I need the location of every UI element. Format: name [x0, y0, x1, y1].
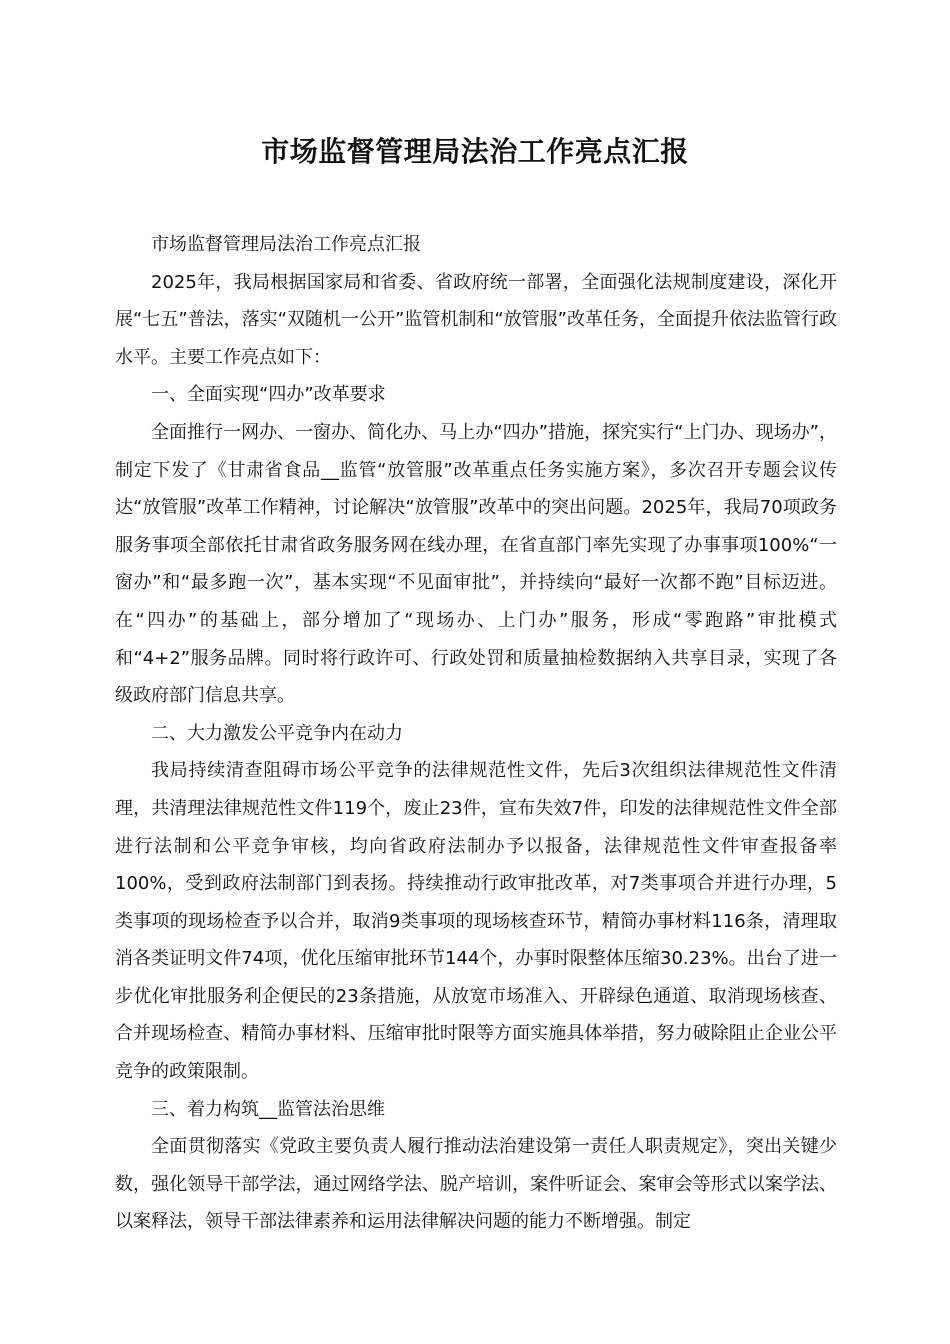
document-title: 市场监督管理局法治工作亮点汇报 — [261, 135, 689, 168]
document-body — [115, 226, 837, 1241]
section-heading-2: 二、大力激发公平竞争内在动力 — [151, 722, 403, 744]
paragraph-section-1: 全面推行一网办、一窗办、简化办、马上办“四办”措施，探究实行“上门办、现场办”，制定下发了《甘肃省食品__监管“放管服”改革重点任务实施方案》，多次召开专题会议传达“放管服”改革工作精神，讨论解决“放管服”改革中的突出问题。2025年，我局70项政务服务事项全部依托甘肃省政务服务网在线办理，在省直部门率先实现了办事事项100%“一窗办”和“最多跑一次”，基本实现“不见面审批”，并持续向“最好一次都不跑”目标迈进。在“四办”的基础上，部分增加了“现场办、上门办”服务，形成“零跑路”审批模式和“4+2”服务品牌。同时将行政许可、行政处罚和质量抽检数据纳入共享目录，实现了各级政府部门信息共享。 — [115, 421, 837, 707]
paragraph-subtitle: 市场监督管理局法治工作亮点汇报 — [151, 234, 421, 255]
section-heading-1: 一、全面实现“四办”改革要求 — [151, 384, 386, 406]
paragraph-section-2: 我局持续清查阻碍市场公平竞争的法律规范性文件，先后3次组织法律规范性文件清理，共清理法律规范性文件119个，废止23件，宣布失效7件，印发的法律规范性文件全部进行法制和公平竞争审核，均向省政府法制办予以报备，法律规范性文件审查报备率100%，受到政府法制部门到表扬。持续推动行政审批改革，对7类事项合并进行办理，5类事项的现场检查予以合并，取消9类事项的现场核查环节，精简办事材料116条，清理取消各类证明文件74项，优化压缩审批环节144个，办事时限整体压缩30.23%。出台了进一步优化审批服务利企便民的23条措施，从放宽市场准入、开辟绿色通道、取消现场核查、合并现场检查、精简办事材料、压缩审批时限等方面实施具体举措，努力破除阻止企业公平竞争的政策限制。 — [115, 760, 837, 1083]
paragraph-section-3: 全面贯彻落实《党政主要负责人履行推动法治建设第一责任人职责规定》，突出关键少数，强化领导干部学法，通过网络学法、脱产培训，案件听证会、案审会等形式以案学法、以案释法，领导干部法律素养和运用法律解决问题的能力不断增强。制定 — [115, 1136, 837, 1233]
paragraph-intro: 2025年，我局根据国家局和省委、省政府统一部署，全面强化法规制度建设，深化开展“七五”普法，落实“双随机一公开”监管机制和“放管服”改革任务，全面提升依法监管行政水平。主要工作亮点如下： — [115, 271, 837, 368]
section-heading-3: 三、着力构筑__监管法治思维 — [151, 1098, 385, 1120]
